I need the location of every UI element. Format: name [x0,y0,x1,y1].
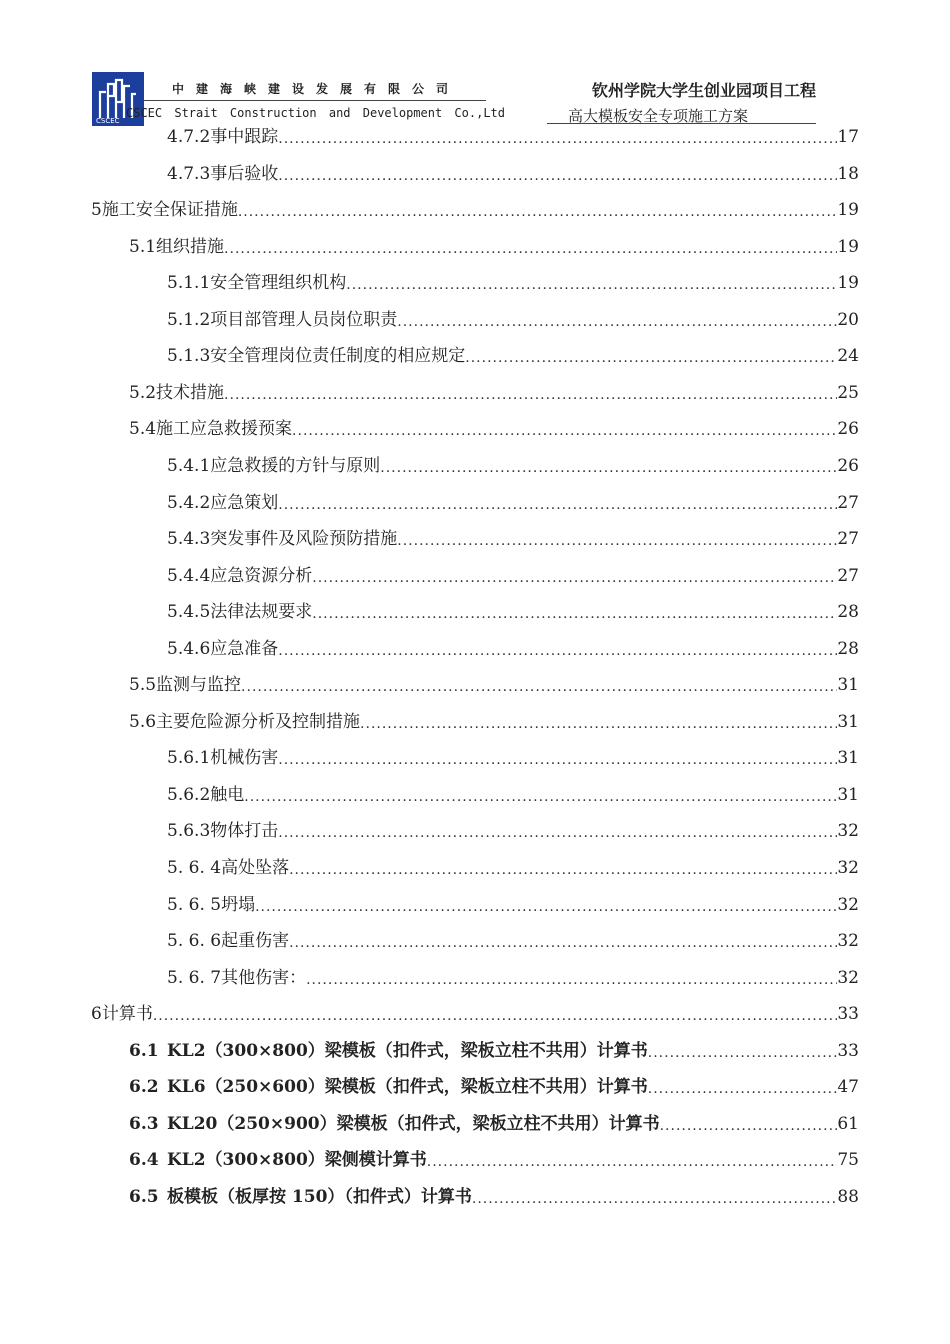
toc-entry-label [167,492,278,514]
toc-entry-number: 5. 6. 6 [167,931,222,952]
toc-entry-number: 5.5 [129,675,157,696]
toc-entry[interactable] [167,928,859,952]
toc-entry-number: 5.2 [129,382,157,403]
toc-leader-dots [346,276,837,294]
toc-entry-label [167,784,244,806]
toc-entry-text: 监测与监控 [156,675,242,696]
toc-entry-number: 5.1.3 [167,346,211,367]
toc-leader-dots [292,422,837,440]
toc-entry-number: 6.3 [129,1113,159,1134]
toc-leader-dots [397,313,837,331]
toc-entry-number: 5.4.2 [167,492,211,513]
toc-entry[interactable] [129,416,859,440]
toc-entry-number: 5.4.5 [167,602,211,623]
toc-leader-dots [224,386,837,404]
toc-entry[interactable] [167,599,859,623]
toc-entry-label [167,930,289,952]
toc-entry[interactable] [167,782,859,806]
toc-page-number: 32 [837,894,859,915]
toc-leader-dots [312,605,837,623]
toc-page-number: 28 [837,638,859,659]
toc-entry-text: 应急准备 [210,638,279,659]
toc-entry-text: 安全管理岗位责任制度的相应规定 [210,346,466,367]
toc-page-number: 26 [837,419,859,440]
toc-entry-label [167,126,278,148]
toc-entry[interactable] [167,563,859,587]
toc-page-number: 33 [837,1004,859,1025]
toc-page-number: 27 [837,529,859,550]
toc-entry-number: 5. 6. 5 [167,894,222,915]
toc-entry-text: 安全管理组织机构 [210,273,347,294]
toc-entry-number: 5.4.4 [167,565,211,586]
toc-entry[interactable] [167,343,859,367]
toc-entry-number: 6.5 [129,1186,159,1207]
toc-entry[interactable] [167,745,859,769]
toc-leader-dots [360,715,837,733]
toc-leader-dots [397,532,837,550]
toc-entry-text: 起重伤害 [221,931,290,952]
toc-leader-dots [648,1044,838,1062]
toc-entry-label [129,711,360,733]
toc-entry-text: 组织措施 [156,236,225,257]
toc-leader-dots [255,898,837,916]
company-name-cn: 中建海峡建设发展有限公司 [172,82,461,96]
toc-page-number: 27 [837,565,859,586]
toc-entry[interactable] [129,234,859,258]
toc-page-number: 33 [837,1040,859,1061]
toc-entry-label [167,455,380,477]
toc-entry[interactable] [129,1074,859,1098]
toc-entry-number: 5.1.1 [167,273,211,294]
toc-leader-dots [244,788,837,806]
toc-entry-text: KL20（250×900）梁模板（扣件式，梁板立柱不共用）计算书 [167,1113,660,1134]
toc-entry-text: 其他伤害： [221,967,307,988]
toc-entry[interactable] [167,124,859,148]
toc-entry-number: 5. 6. 4 [167,858,222,878]
toc-entry-text: 项目部管理人员岗位职责 [210,309,398,330]
toc-page-number: 20 [837,309,859,330]
toc-page-number: 31 [837,748,859,769]
toc-page-number: 32 [837,931,859,952]
toc-entry-text: 法律法规要求 [210,602,313,623]
toc-entry-label [129,674,241,696]
toc-page-number: 75 [837,1150,859,1171]
toc-entry[interactable] [167,965,859,989]
company-name-en: CSCEC Strait Construction and Development Co.,Ltd [126,106,506,120]
toc-entry-text: 计算书 [101,1004,153,1025]
toc-entry-label [167,857,289,879]
toc-entry-number: 5.6.2 [167,784,211,805]
toc-entry-number: 5.1.2 [167,309,211,330]
toc-entry[interactable] [167,161,859,185]
toc-entry[interactable] [167,453,859,477]
toc-entry[interactable] [167,636,859,660]
toc-entry-label [91,199,238,221]
toc-entry-text: 突发事件及风险预防措施 [210,529,398,550]
header-divider-left [144,100,486,101]
toc-page-number: 31 [837,711,859,732]
toc-page-number: 19 [837,273,859,294]
toc-entry-number: 5.4 [129,419,157,440]
toc-leader-dots [278,130,837,148]
toc-page-number: 31 [837,675,859,696]
toc-entry[interactable] [129,380,859,404]
toc-entry-label [167,638,278,660]
toc-entry-label [167,820,278,842]
toc-entry-text: KL2（300×800）梁模板（扣件式，梁板立柱不共用）计算书 [167,1040,648,1061]
toc-entry[interactable] [129,1038,859,1062]
svg-text:CSCEC: CSCEC [96,117,120,125]
toc-entry-text: 机械伤害 [210,748,279,769]
toc-leader-dots [472,1190,837,1208]
toc-entry-text: 板模板（板厚按 150）（扣件式）计算书 [167,1186,472,1207]
toc-entry-text: 应急救援的方针与原则 [210,455,381,476]
toc-leader-dots [289,934,837,952]
document-title: 高大模板安全专项施工方案 [567,107,748,125]
toc-leader-dots [660,1117,838,1135]
toc-entry-text: 物体打击 [210,821,279,842]
toc-entry[interactable] [129,1184,859,1208]
toc-entry[interactable] [167,855,859,879]
toc-leader-dots [278,751,837,769]
toc-leader-dots [306,971,837,989]
page-header [92,70,816,126]
toc-entry-label [167,345,465,367]
toc-entry-text: 触电 [210,784,245,805]
toc-entry[interactable] [129,1147,859,1171]
toc-leader-dots [380,459,837,477]
toc-entry-label [167,528,397,550]
toc-page-number: 61 [837,1113,859,1134]
toc-entry-text: 施工安全保证措施 [101,200,238,221]
toc-entry-label [167,967,306,989]
toc-entry-text: 事中跟踪 [210,127,279,147]
toc-entry[interactable] [167,818,859,842]
toc-entry[interactable] [167,490,859,514]
toc-page-number: 32 [837,821,859,842]
toc-entry[interactable] [129,1111,859,1135]
toc-leader-dots [238,203,838,221]
toc-leader-dots [312,569,837,587]
toc-page-number: 24 [837,346,859,367]
toc-entry-number: 5.1 [129,236,157,257]
toc-entry-text: 事后验收 [210,163,279,184]
toc-entry-label [167,565,312,587]
project-title: 钦州学院大学生创业园项目工程 [591,81,816,100]
toc-page-number: 47 [837,1077,859,1098]
toc-page-number: 17 [837,127,859,147]
toc-entry[interactable] [167,526,859,550]
toc-page-number: 19 [837,236,859,257]
toc-entry-label [167,747,278,769]
toc-entry-number: 4.7.2 [167,127,211,147]
toc-entry-label [129,1186,472,1208]
toc-entry-text: KL6（250×600）梁模板（扣件式，梁板立柱不共用）计算书 [167,1077,648,1098]
toc-entry-number: 6.1 [129,1040,159,1061]
toc-leader-dots [153,1007,838,1025]
toc-page-number: 26 [837,455,859,476]
toc-entry-label [167,894,255,916]
toc-page-number: 28 [837,602,859,623]
toc-entry-number: 5 [91,200,102,221]
toc-entry-label [167,309,397,331]
toc-entry-number: 5.6.3 [167,821,211,842]
toc-leader-dots [465,349,837,367]
toc-page-number: 32 [837,967,859,988]
toc-entry-label [167,163,278,185]
toc-entry-text: 应急资源分析 [210,565,313,586]
toc-leader-dots [278,642,837,660]
toc-entry-label [167,272,346,294]
toc-entry[interactable] [129,709,859,733]
toc-entry[interactable] [129,672,859,696]
toc-leader-dots [289,861,837,879]
toc-leader-dots [427,1153,838,1171]
toc-entry[interactable] [91,1001,859,1025]
toc-page-number: 18 [837,163,859,184]
toc-entry-label [129,1113,660,1135]
toc-leader-dots [278,496,837,514]
toc-entry-number: 6.2 [129,1077,159,1098]
toc-leader-dots [278,167,837,185]
toc-leader-dots [224,240,837,258]
toc-leader-dots [241,678,837,696]
toc-entry[interactable] [167,892,859,916]
toc-entry-text: 技术措施 [156,382,225,403]
toc-entry[interactable] [167,270,859,294]
toc-entry-number: 4.7.3 [167,163,211,184]
toc-leader-dots [278,824,837,842]
toc-entry-number: 6 [91,1004,102,1025]
toc-page-number: 32 [837,858,859,878]
toc-entry-label [129,1076,648,1098]
toc-entry-number: 5.6.1 [167,748,211,769]
toc-entry-text: 主要危险源分析及控制措施 [156,711,361,732]
toc-entry-text: 施工应急救援预案 [156,419,293,440]
toc-entry-label [167,601,312,623]
toc-page-number: 19 [837,200,859,221]
toc-page-number: 27 [837,492,859,513]
toc-entry-label [129,1149,427,1171]
toc-entry-number: 5.4.1 [167,455,211,476]
toc-entry[interactable] [91,197,859,221]
toc-page-number: 25 [837,382,859,403]
toc-page-number: 88 [837,1186,859,1207]
toc-leader-dots [648,1080,838,1098]
toc-entry-number: 6.4 [129,1150,159,1171]
toc-entry-number: 5.6 [129,711,157,732]
toc-entry-label [129,382,224,404]
toc-page-number: 31 [837,784,859,805]
toc-entry-number: 5.4.6 [167,638,211,659]
toc-entry-number: 5.4.3 [167,529,211,550]
toc-entry-text: 高处坠落 [221,858,290,878]
toc-entry-label [129,1040,648,1062]
toc-entry-label [129,236,224,258]
toc-entry-label [91,1003,153,1025]
toc-entry-number: 5. 6. 7 [167,967,222,988]
toc-entry-text: KL2（300×800）梁侧模计算书 [167,1150,427,1171]
toc-entry-text: 坍塌 [221,894,256,915]
toc-entry[interactable] [167,307,859,331]
toc-entry-label [129,418,292,440]
toc-entry-text: 应急策划 [210,492,279,513]
